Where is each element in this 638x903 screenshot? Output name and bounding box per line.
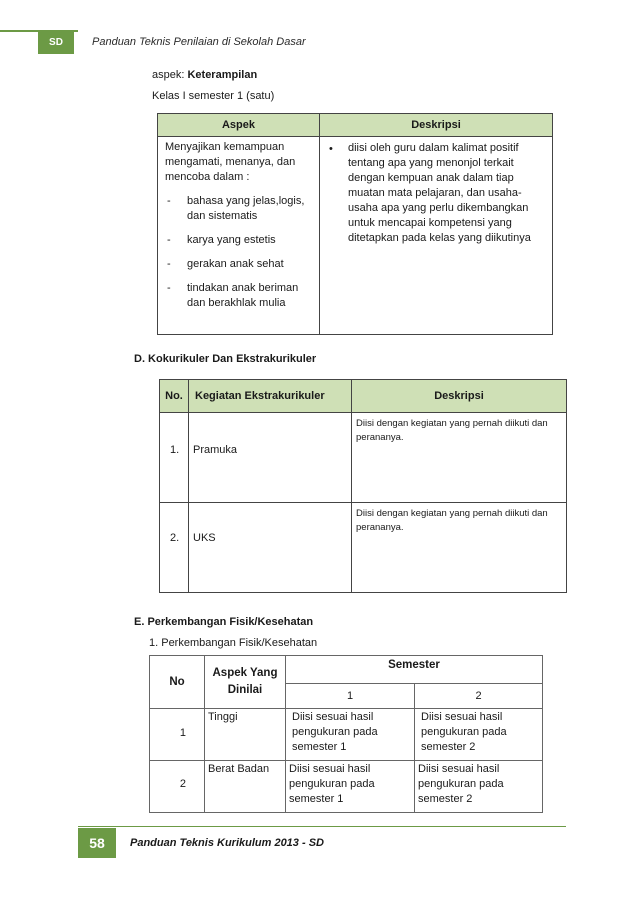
header-badge: SD <box>38 32 74 54</box>
row-aspek: Berat Badan <box>205 761 286 813</box>
ekstrakurikuler-table <box>159 379 567 593</box>
kegiatan-header: Kegiatan Ekstrakurikuler <box>189 380 352 413</box>
sem1-header: 1 <box>286 684 415 709</box>
header-title: Panduan Teknis Penilaian di Sekolah Dasar <box>92 36 306 48</box>
deskripsi-cell <box>320 137 553 335</box>
row-no: 2 <box>150 761 205 813</box>
section-d-title: D. Kokurikuler Dan Ekstrakurikuler <box>134 353 317 365</box>
sem2-header: 2 <box>415 684 543 709</box>
aspek-header: Aspek Yang Dinilai <box>205 656 286 709</box>
table-row <box>150 709 543 761</box>
row-deskripsi: Diisi dengan kegiatan yang pernah diikuti dan perananya. <box>352 503 567 593</box>
aspect-value: Keterampilan <box>187 69 258 81</box>
no-header: No. <box>160 380 189 413</box>
row-sem2: Diisi sesuai hasil pengukuran pada semester 2 <box>415 709 543 761</box>
row-no: 1. <box>160 413 189 503</box>
page-number: 58 <box>78 828 116 858</box>
class-semester: Kelas I semester 1 (satu) <box>152 90 275 102</box>
section-e-title: E. Perkembangan Fisik/Kesehatan <box>134 616 314 628</box>
semester-header: Semester <box>286 656 543 684</box>
aspect-line <box>152 68 257 83</box>
fisik-table <box>149 655 543 813</box>
row-sem1: Diisi sesuai hasil pengukuran pada semester 1 <box>286 709 415 761</box>
list-item: - bahasa yang jelas,logis, dan sistematis <box>167 195 305 222</box>
table-row <box>160 413 567 503</box>
deskripsi-header: Deskripsi <box>320 114 553 137</box>
aspek-intro: Menyajikan kemampuan mengamati, menanya, dan mencoba dalam : <box>165 141 296 183</box>
deskripsi-header: Deskripsi <box>352 380 567 413</box>
row-no: 1 <box>150 709 205 761</box>
aspek-cell <box>158 137 320 335</box>
aspect-prefix: aspek: <box>152 69 188 81</box>
section-e-subtitle: 1. Perkembangan Fisik/Kesehatan <box>149 637 318 649</box>
table-row <box>160 503 567 593</box>
aspect-table <box>157 113 553 335</box>
aspek-list <box>165 194 313 311</box>
table-row <box>150 761 543 813</box>
list-item: - karya yang estetis <box>167 234 276 246</box>
aspek-header: Aspek <box>158 114 320 137</box>
row-sem2: Diisi sesuai hasil pengukuran pada semester 2 <box>415 761 543 813</box>
bullet-icon: • <box>329 143 333 155</box>
row-no: 2. <box>160 503 189 593</box>
list-item: - tindakan anak beriman dan berakhlak mulia <box>167 282 299 309</box>
deskripsi-text: diisi oleh guru dalam kalimat positif tentang apa yang menonjol terkait dengan kempuan anak dalam tiap muatan mata pelajaran, dan usaha-usaha apa yang perlu dikembangkan untuk mencapai kompetensi yang ditetapkan pada kelas yang diikutinya <box>348 142 531 244</box>
row-kegiatan: Pramuka <box>189 413 352 503</box>
row-kegiatan: UKS <box>189 503 352 593</box>
row-deskripsi: Diisi dengan kegiatan yang pernah diikuti dan perananya. <box>352 413 567 503</box>
row-aspek: Tinggi <box>205 709 286 761</box>
list-item: - gerakan anak sehat <box>167 258 284 270</box>
row-sem1: Diisi sesuai hasil pengukuran pada semester 1 <box>286 761 415 813</box>
footer-title: Panduan Teknis Kurikulum 2013 - SD <box>130 837 324 849</box>
footer-rule <box>78 826 566 827</box>
no-header: No <box>150 656 205 709</box>
